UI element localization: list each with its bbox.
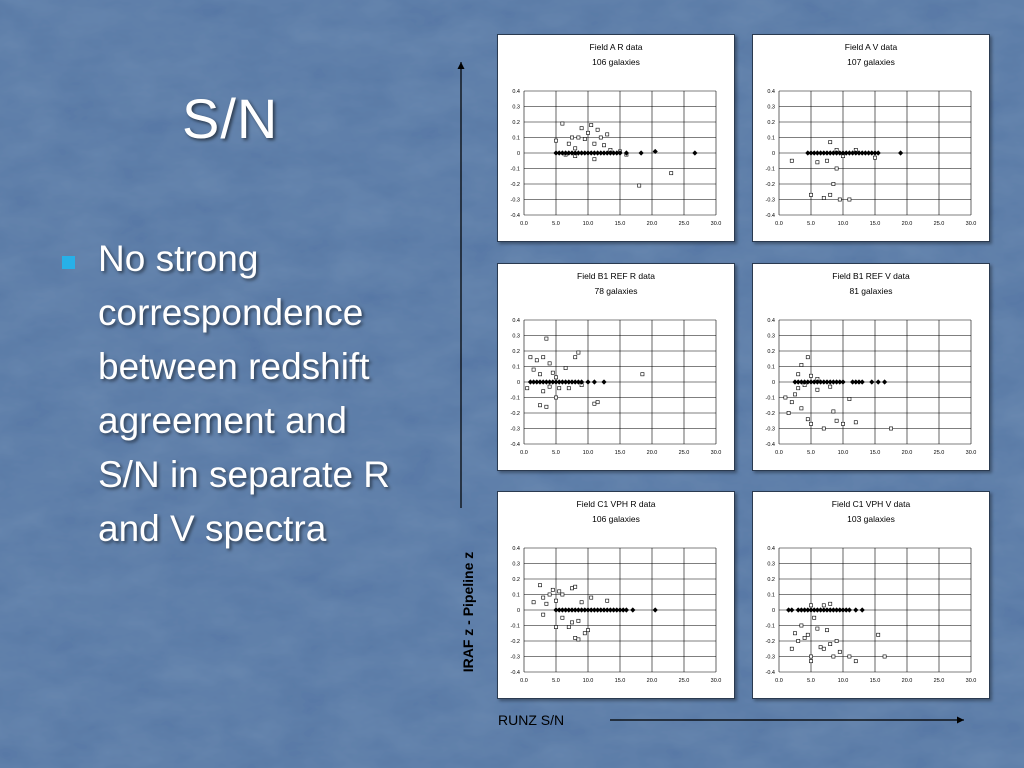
y-tick-label: 0.4 (512, 89, 520, 95)
data-point-square (554, 396, 557, 399)
data-point-square (567, 625, 570, 628)
data-point-square (574, 636, 577, 639)
y-tick-label: 0.4 (767, 546, 775, 552)
chart-subtitle: 81 galaxies (849, 286, 893, 296)
data-point-square (797, 639, 800, 642)
y-tick-label: 0.4 (512, 546, 520, 552)
data-point-square (809, 193, 812, 196)
data-point-square (567, 387, 570, 390)
data-point-square (873, 156, 876, 159)
data-point-diamond (692, 150, 697, 155)
chart-subtitle: 103 galaxies (847, 514, 895, 524)
data-point-square (532, 368, 535, 371)
chart-svg (498, 264, 734, 470)
data-point-square (787, 411, 790, 414)
y-tick-label: 0.2 (512, 120, 520, 126)
data-point-square (790, 647, 793, 650)
x-tick-label: 20.0 (901, 450, 913, 456)
data-point-square (545, 337, 548, 340)
data-point-square (545, 405, 548, 408)
chart-field-c1-vph-r (497, 491, 735, 699)
data-point-square (793, 632, 796, 635)
data-point-square (599, 136, 602, 139)
x-tick-label: 0.0 (775, 450, 783, 456)
data-point-square (790, 159, 793, 162)
x-tick-label: 10.0 (837, 450, 849, 456)
data-point-square (854, 421, 857, 424)
data-point-square (848, 397, 851, 400)
x-tick-label: 0.0 (520, 678, 528, 684)
y-tick-label: 0.2 (767, 349, 775, 355)
x-tick-label: 0.0 (775, 678, 783, 684)
data-point-square (838, 650, 841, 653)
data-point-square (822, 647, 825, 650)
x-tick-label: 15.0 (614, 450, 626, 456)
y-tick-label: -0.4 (510, 442, 520, 448)
y-tick-label: 0.1 (512, 592, 520, 599)
data-point-square (800, 407, 803, 410)
x-tick-label: 10.0 (837, 221, 849, 227)
chart-field-a-v (752, 34, 990, 242)
data-point-square (542, 390, 545, 393)
data-point-square (822, 604, 825, 607)
x-tick-label: 30.0 (965, 678, 977, 684)
data-point-square (567, 142, 570, 145)
data-point-square (593, 158, 596, 161)
data-point-square (586, 131, 589, 134)
data-point-square (809, 660, 812, 663)
data-point-square (596, 128, 599, 131)
y-tick-label: 0.1 (767, 592, 775, 599)
data-point-diamond (653, 607, 658, 612)
data-point-diamond (860, 379, 865, 384)
chart-subtitle: 106 galaxies (592, 514, 640, 524)
data-point-diamond (624, 607, 629, 612)
chart-subtitle: 107 galaxies (847, 57, 895, 67)
chart-svg (753, 264, 989, 470)
x-tick-label: 15.0 (869, 450, 881, 456)
data-point-square (829, 193, 832, 196)
data-point-square (590, 124, 593, 127)
y-tick-label: 0.2 (512, 349, 520, 355)
data-point-diamond (882, 379, 887, 384)
data-point-diamond (860, 607, 865, 612)
data-point-diamond (585, 379, 590, 384)
y-tick-label: 0 (516, 608, 520, 614)
data-point-square (548, 593, 551, 596)
y-tick-label: -0.1 (510, 166, 520, 173)
y-tick-label: 0.4 (512, 318, 520, 324)
y-tick-label: 0.3 (767, 333, 775, 340)
chart-title: Field B1 REF R data (577, 271, 655, 281)
data-point-square (606, 599, 609, 602)
data-point-square (570, 587, 573, 590)
y-tick-label: -0.2 (510, 411, 520, 417)
data-point-square (554, 139, 557, 142)
data-point-square (570, 136, 573, 139)
data-point-square (797, 373, 800, 376)
y-tick-label: -0.4 (765, 670, 775, 676)
data-point-square (583, 632, 586, 635)
data-point-square (816, 388, 819, 391)
y-tick-label: -0.3 (510, 654, 520, 661)
data-point-square (883, 655, 886, 658)
data-point-square (848, 198, 851, 201)
data-point-square (574, 356, 577, 359)
data-point-square (889, 427, 892, 430)
y-tick-label: 0.4 (767, 318, 775, 324)
data-point-square (551, 371, 554, 374)
data-point-square (554, 599, 557, 602)
data-point-square (784, 396, 787, 399)
data-point-diamond (601, 379, 606, 384)
data-point-square (538, 404, 541, 407)
x-tick-label: 15.0 (614, 221, 626, 227)
y-tick-label: 0.1 (767, 135, 775, 142)
x-tick-label: 30.0 (965, 221, 977, 227)
data-point-square (558, 387, 561, 390)
data-point-square (816, 161, 819, 164)
data-point-diamond (898, 150, 903, 155)
data-point-square (554, 376, 557, 379)
x-tick-label: 10.0 (582, 221, 594, 227)
data-point-square (806, 418, 809, 421)
data-point-square (800, 363, 803, 366)
data-point-square (542, 356, 545, 359)
y-tick-label: 0.3 (767, 104, 775, 111)
x-tick-label: 25.0 (933, 678, 945, 684)
data-point-square (577, 136, 580, 139)
data-point-square (606, 133, 609, 136)
data-point-square (800, 624, 803, 627)
x-tick-label: 5.0 (552, 678, 560, 684)
data-point-square (819, 646, 822, 649)
data-point-square (574, 585, 577, 588)
data-point-square (590, 596, 593, 599)
data-point-square (583, 137, 586, 140)
chart-field-c1-vph-v (752, 491, 990, 699)
data-point-square (538, 373, 541, 376)
data-point-square (561, 122, 564, 125)
data-point-square (822, 427, 825, 430)
y-tick-label: -0.4 (765, 442, 775, 448)
data-point-square (548, 362, 551, 365)
data-point-diamond (789, 607, 794, 612)
data-point-square (838, 198, 841, 201)
data-point-square (641, 373, 644, 376)
data-point-square (593, 402, 596, 405)
data-point-square (797, 387, 800, 390)
x-tick-label: 10.0 (582, 450, 594, 456)
data-point-square (564, 366, 567, 369)
data-point-square (542, 596, 545, 599)
x-tick-label: 5.0 (807, 221, 815, 227)
data-point-square (809, 422, 812, 425)
data-point-square (602, 144, 605, 147)
data-point-diamond (853, 607, 858, 612)
data-point-square (554, 625, 557, 628)
x-tick-label: 30.0 (710, 450, 722, 456)
data-point-square (551, 588, 554, 591)
data-point-square (835, 419, 838, 422)
data-point-diamond (592, 379, 597, 384)
data-point-square (829, 141, 832, 144)
x-tick-label: 20.0 (646, 450, 658, 456)
chart-title: Field A V data (844, 42, 898, 52)
y-tick-label: 0.3 (512, 561, 520, 568)
data-point-square (848, 655, 851, 658)
data-point-square (835, 167, 838, 170)
data-point-square (809, 604, 812, 607)
data-point-square (529, 356, 532, 359)
data-point-square (535, 359, 538, 362)
y-tick-label: -0.3 (510, 426, 520, 433)
data-point-square (538, 584, 541, 587)
y-tick-label: 0.4 (767, 89, 775, 95)
data-point-square (570, 621, 573, 624)
y-tick-label: 0 (771, 380, 775, 386)
x-tick-label: 0.0 (775, 221, 783, 227)
y-tick-label: 0.1 (512, 135, 520, 142)
y-tick-label: -0.3 (765, 654, 775, 661)
x-tick-label: 25.0 (933, 221, 945, 227)
data-point-square (822, 196, 825, 199)
x-tick-label: 15.0 (869, 221, 881, 227)
y-tick-label: 0.3 (512, 333, 520, 340)
data-point-square (854, 660, 857, 663)
data-point-square (809, 374, 812, 377)
x-tick-label: 0.0 (520, 450, 528, 456)
x-tick-label: 0.0 (520, 221, 528, 227)
y-tick-label: 0.2 (767, 120, 775, 126)
y-tick-label: 0.2 (767, 577, 775, 583)
bullet-text: No strong correspondence between redshift agreement and S/N in separate R and V spectra (98, 238, 391, 549)
y-tick-label: 0.2 (512, 577, 520, 583)
data-point-square (577, 638, 580, 641)
chart-field-b1-ref-r (497, 263, 735, 471)
data-point-square (532, 601, 535, 604)
x-tick-label: 25.0 (933, 450, 945, 456)
data-point-square (832, 655, 835, 658)
data-point-diamond (876, 150, 881, 155)
chart-svg (498, 492, 734, 698)
x-tick-label: 20.0 (901, 221, 913, 227)
y-tick-label: 0.3 (767, 561, 775, 568)
y-tick-label: -0.2 (510, 182, 520, 188)
data-point-square (580, 601, 583, 604)
y-tick-label: -0.4 (510, 213, 520, 219)
chart-title: Field A R data (589, 42, 643, 52)
x-tick-label: 20.0 (646, 221, 658, 227)
data-point-square (816, 627, 819, 630)
data-point-square (526, 387, 529, 390)
chart-subtitle: 78 galaxies (594, 286, 638, 296)
x-tick-label: 5.0 (552, 221, 560, 227)
data-point-diamond (869, 379, 874, 384)
data-point-square (548, 385, 551, 388)
x-tick-label: 30.0 (710, 678, 722, 684)
chart-svg (498, 35, 734, 241)
y-tick-label: 0 (516, 380, 520, 386)
data-point-square (806, 356, 809, 359)
data-point-square (803, 636, 806, 639)
data-point-square (577, 619, 580, 622)
x-tick-label: 25.0 (678, 450, 690, 456)
y-tick-label: -0.2 (765, 639, 775, 645)
data-point-diamond (639, 150, 644, 155)
data-point-square (829, 385, 832, 388)
x-tick-label: 5.0 (552, 450, 560, 456)
x-tick-label: 20.0 (901, 678, 913, 684)
y-tick-label: 0 (771, 151, 775, 157)
data-point-square (877, 633, 880, 636)
data-point-square (596, 401, 599, 404)
y-tick-label: -0.2 (510, 639, 520, 645)
x-tick-label: 10.0 (582, 678, 594, 684)
chart-subtitle: 106 galaxies (592, 57, 640, 67)
data-point-square (574, 147, 577, 150)
x-tick-label: 10.0 (837, 678, 849, 684)
x-axis-label: RUNZ S/N (498, 712, 565, 728)
data-point-square (793, 393, 796, 396)
data-point-square (813, 616, 816, 619)
x-tick-label: 30.0 (965, 450, 977, 456)
y-tick-label: 0.1 (767, 364, 775, 371)
y-tick-label: -0.1 (510, 395, 520, 402)
data-point-square (790, 401, 793, 404)
y-tick-label: -0.4 (765, 213, 775, 219)
y-tick-label: -0.4 (510, 670, 520, 676)
data-point-diamond (630, 607, 635, 612)
y-tick-label: -0.2 (765, 182, 775, 188)
data-point-square (545, 602, 548, 605)
chart-field-b1-ref-v (752, 263, 990, 471)
y-axis-label: IRAF z - Pipeline z (460, 551, 476, 673)
chart-title: Field B1 REF V data (832, 271, 910, 281)
data-point-square (809, 655, 812, 658)
x-tick-label: 5.0 (807, 450, 815, 456)
data-point-square (580, 127, 583, 130)
data-point-square (593, 142, 596, 145)
y-tick-label: -0.3 (510, 197, 520, 204)
data-point-square (586, 629, 589, 632)
data-point-square (806, 633, 809, 636)
y-tick-label: -0.1 (765, 395, 775, 402)
data-point-square (829, 602, 832, 605)
data-point-square (561, 593, 564, 596)
data-point-square (561, 616, 564, 619)
chart-svg (753, 35, 989, 241)
y-tick-label: 0.1 (512, 364, 520, 371)
chart-svg (753, 492, 989, 698)
y-tick-label: -0.1 (510, 623, 520, 630)
data-point-square (832, 410, 835, 413)
x-tick-label: 20.0 (646, 678, 658, 684)
x-tick-label: 25.0 (678, 221, 690, 227)
y-tick-label: 0 (516, 151, 520, 157)
data-point-square (825, 159, 828, 162)
data-point-square (542, 613, 545, 616)
x-tick-label: 15.0 (869, 678, 881, 684)
y-tick-label: -0.3 (765, 426, 775, 433)
data-point-diamond (847, 607, 852, 612)
data-point-square (577, 351, 580, 354)
data-point-diamond (876, 379, 881, 384)
data-point-square (841, 422, 844, 425)
chart-field-a-r (497, 34, 735, 242)
chart-title: Field C1 VPH V data (831, 499, 911, 509)
y-tick-label: -0.2 (765, 411, 775, 417)
data-point-square (832, 182, 835, 185)
data-point-square (835, 639, 838, 642)
x-tick-label: 5.0 (807, 678, 815, 684)
data-point-diamond (840, 379, 845, 384)
y-tick-label: 0.3 (512, 104, 520, 111)
x-tick-label: 25.0 (678, 678, 690, 684)
data-point-square (829, 643, 832, 646)
data-point-square (670, 172, 673, 175)
slide-title: S/N (182, 87, 279, 150)
y-tick-label: -0.3 (765, 197, 775, 204)
y-tick-label: 0 (771, 608, 775, 614)
chart-title: Field C1 VPH R data (576, 499, 656, 509)
x-tick-label: 15.0 (614, 678, 626, 684)
y-tick-label: -0.1 (765, 166, 775, 173)
data-point-square (558, 590, 561, 593)
x-tick-label: 30.0 (710, 221, 722, 227)
data-point-square (825, 629, 828, 632)
bullet-square-icon (62, 256, 75, 269)
data-point-square (638, 184, 641, 187)
y-tick-label: -0.1 (765, 623, 775, 630)
